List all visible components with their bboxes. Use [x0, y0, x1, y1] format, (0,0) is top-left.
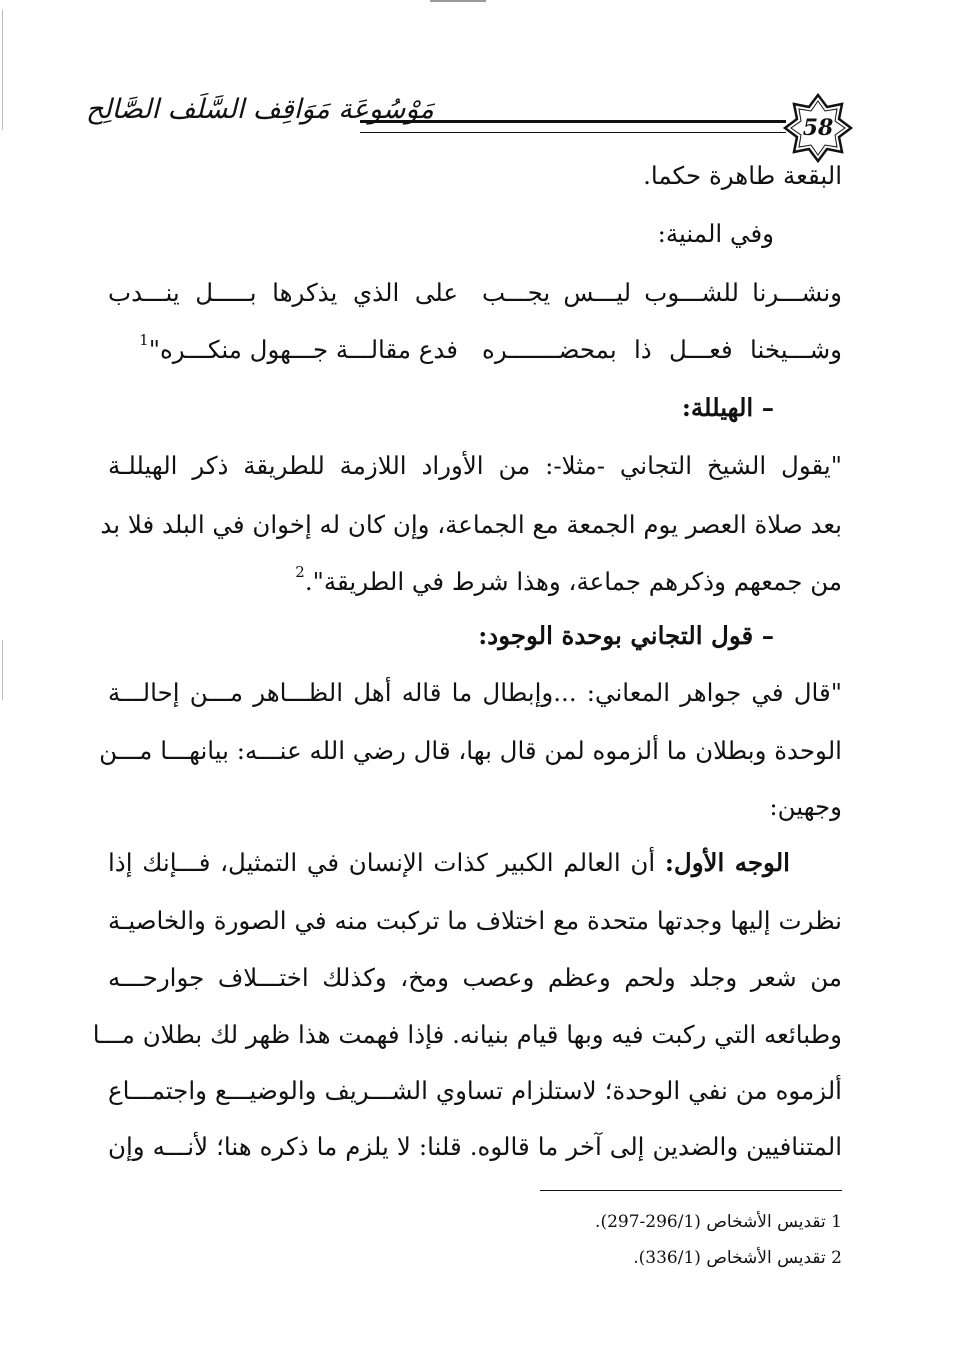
body-line: من شعر وجلد ولحم وعظم وعصب ومخ، وكذلك اختـــلاف جوارحـــه	[108, 963, 842, 992]
body-line	[108, 848, 790, 877]
line-text: أن العالم الكبير كذات الإنسان في التمثيل، فـــإنك إذا	[108, 848, 656, 877]
page-edge-mark	[2, 640, 3, 700]
body-line: المتنافيين والضدين إلى آخر ما قالوه. قلنا: لا يلزم ما ذكره هنا؛ لأنـــه وإن	[108, 1132, 842, 1161]
body-line: وطبائعه التي ركبت فيه وبها قيام بنيانه. فإذا فهمت هذا ظهر لك بطلان مـــا	[92, 1020, 842, 1049]
verse-hemistich: ونشـــرنا للشـــوب ليـــس يجـــب	[482, 278, 842, 307]
body-line: بعد صلاة العصر يوم الجمعة مع الجماعة، وإن كان له إخوان في البلد فلا بد	[100, 510, 842, 539]
footnote-ref: 1	[139, 331, 149, 349]
body-line: وفي المنية:	[657, 219, 774, 248]
lead-phrase: الوجه الأول:	[664, 848, 790, 877]
section-heading: – الهيللة:	[681, 393, 774, 422]
body-line: الوحدة وبطلان ما ألزموه لمن قال بها، قال رضي الله عنـــه: بيانهـــا مـــن	[99, 736, 842, 765]
page-number-badge	[782, 92, 854, 164]
header-rule	[360, 120, 786, 133]
body-line: "قال في جواهر المعاني: ...وإبطال ما قاله أهل الظـــاهر مـــن إحالـــة	[108, 678, 842, 707]
footnote-text: تقديس الأشخاص (296/1-297).	[595, 1212, 826, 1232]
book-title: مَوْسُوعَة مَوَاقِف السَّلَف الصَّالِح	[86, 94, 434, 125]
section-heading: – قول التجاني بوحدة الوجود:	[478, 621, 774, 650]
verse-hemistich	[108, 331, 458, 364]
line-text: من جمعهم وذكرهم جماعة، وهذا شرط في الطريقة".	[304, 567, 842, 596]
footnote-separator	[540, 1190, 842, 1191]
footnote	[342, 1248, 842, 1268]
verse-text: فدع مقالـــة جـــهول منكـــره"	[148, 335, 458, 364]
body-line	[108, 563, 842, 596]
body-line: ألزموه من نفي الوحدة؛ لاستلزام تساوي الشـــريف والوضيـــع واجتمـــاع	[108, 1076, 842, 1105]
footnote-number: 2	[831, 1248, 842, 1268]
body-line: "يقول الشيخ التجاني -مثلا-: من الأوراد اللازمة للطريقة ذكر الهيللـة	[108, 451, 842, 480]
page-number: 58	[802, 115, 834, 141]
verse-hemistich: وشـــيخنا فعـــل ذا بمحضـــــــره	[482, 335, 842, 364]
verse-hemistich: على الذي يذكرها بـــــل ينـــدب	[108, 278, 458, 307]
footnote	[342, 1212, 842, 1232]
footnote-number: 1	[831, 1212, 842, 1232]
page-header	[86, 92, 854, 164]
scan-mark	[430, 0, 486, 2]
body-line: وجهين:	[769, 792, 842, 821]
footnote-ref: 2	[295, 563, 305, 581]
footnote-text: تقديس الأشخاص (336/1).	[633, 1248, 826, 1268]
body-line: البقعة طاهرة حكما.	[643, 161, 842, 190]
body-line: نظرت إليها وجدتها متحدة مع اختلاف ما تركبت منه في الصورة والخاصيـة	[108, 906, 842, 935]
page-edge-mark	[2, 10, 3, 130]
